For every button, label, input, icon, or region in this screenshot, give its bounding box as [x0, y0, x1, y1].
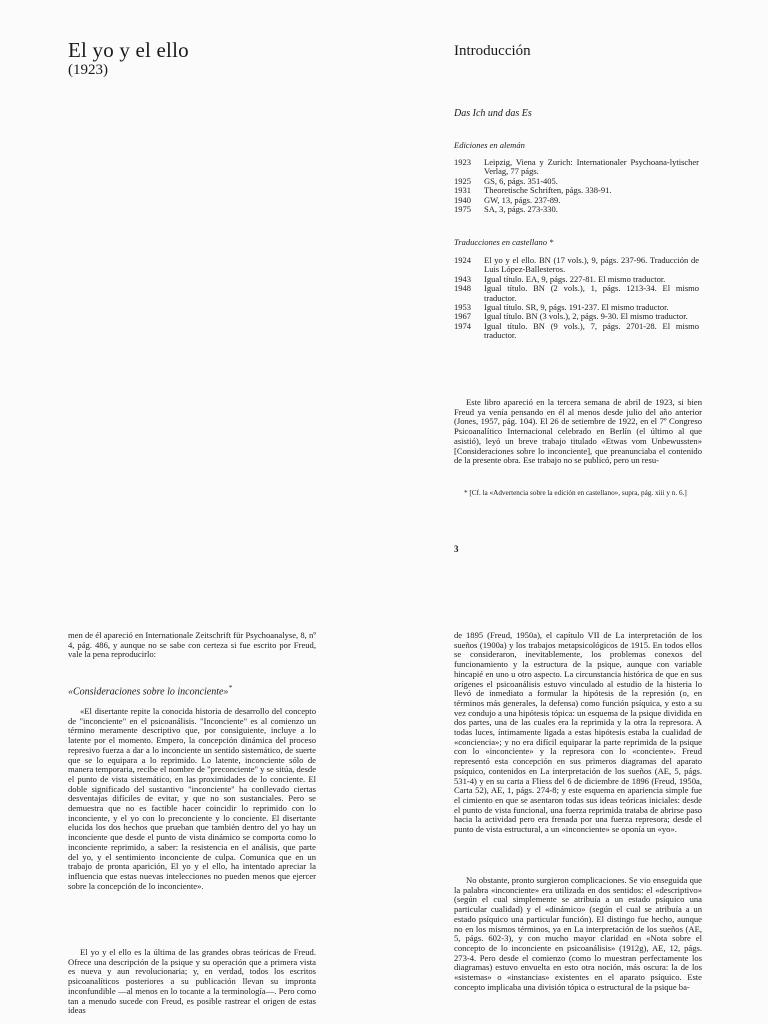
paragraph: No obstante, pronto surgieron complicaciones. Se vio enseguida que la palabra «inconciente» era utilizada en dos sentidos: el «descriptivo» (según el cual simplemente se atribuía a un estado psíquico una particular cualidad) y el «dinámico» (según el cual se atribuía a un estado psíquico una particular función). El distingo fue hecho, aunque no en los mismos términos, ya en La interpretación de los sueños (AE, 5, págs. 602-3), y con mucho mayor claridad en «Nota sobre el concepto de lo inconciente en psicoanálisis» (1912g), AE, 12, págs. 273-4. Pero desde el comienzo (como lo muestran perfectamente los diagramas) estuvo envuelta en esto otra noción, más oscura: la de los «sistemas» o «instancias» existentes en el aparato psíquico. Este concepto implicaba una división tópica o estructural de la psique ba-: [454, 875, 702, 992]
translation-row: 1948 Igual título. BN (2 vols.), 1, págs. 1213-34. El mismo traductor.: [454, 283, 699, 303]
intro-paragraph: Este libro apareció en la tercera semana de abril de 1923, si bien Freud ya venía pensando en él al menos desde julio del año anterior (Jones, 1957, pág. 104). El 26 de setiembre de 1922, en el 7º Congreso Psicoanalítico Internacional celebrado en Berlín (el último al que asistió), leyó un breve trabajo titulado «Etwas vom Unbewussten» [Consideraciones sobre lo inconciente], que preanunciaba el contenido de la presente obra. Ese trabajo no se publicó, pero un resu-: [454, 397, 702, 466]
edition-row: 1940 GW, 13, págs. 237-89.: [454, 194, 561, 205]
translation-row: 1924 El yo y el ello. BN (17 vols.), 9, págs. 237-96. Traducción de Luis López-Ballesteros.: [454, 255, 699, 275]
editions-list: [454, 158, 699, 214]
paragraph-continued: men de él apareció en Internationale Zeitschrift für Psychoanalyse, 8, nº 4, pág. 486, y aunque no se sabe con certeza si fue escrito por Freud, vale la pena reproducirlo:: [68, 630, 316, 660]
quoted-summary: «El disertante repite la conocida historia de desarrollo del concepto de "inconciente" en el psicoanálisis. "Inconciente" es al comienzo un término meramente descriptivo que, por consiguiente, incluye a lo latente por el momento. Empero, la concepción dinámica del proceso represivo fuerza a dar a lo inconciente un sentido sistemático, de suerte que se lo equipara a lo reprimido. Lo latente, inconciente sólo de manera temporaria, recibe el nombre de "preconciente" y se sitúa, desde el punto de vista sistemático, en las proximidades de lo conciente. El doble significado del sustantivo "inconciente" ha conllevado ciertas desventajas difíciles de evitar, y que no son sustanciales. Pero se demuestra que no es factible hacer coincidir lo reprimido con lo inconciente, y el yo con lo preconciente y lo conciente. El disertante elucida los dos hechos que prueban que también dentro del yo hay un inconciente que desde el punto de vista dinámico se comporta como lo inconciente reprimido, a saber: la resistencia en el análisis, que parte del yo, y el sentimiento inconciente de culpa. Comunica que en un trabajo de pronta aparición, El yo y el ello, ha intentado apreciar la influencia que estas nuevas intelecciones no pueden menos que ejercer sobre la concepción de lo inconciente».: [68, 706, 317, 891]
introduction-page: [384, 0, 768, 600]
editions-heading: Ediciones en alemán: [454, 140, 525, 150]
paragraph: El yo y el ello es la última de las grandes obras teóricas de Freud. Ofrece una descripción de la psique y su operación que a primera vista es nueva y aun revolucionaria; y, en verdad, todos los escritos psicoanalíticos posteriores a su publicación llevan su impronta inconfundible —al menos en lo tocante a la terminología—. Pero como tan a menudo sucede con Freud, es posible rastrear el origen de estas ideas: [68, 947, 316, 1016]
paragraph-continued: de 1895 (Freud, 1950a), el capítulo VII de La interpretación de los sueños (1900a) y los trabajos metapsicológicos de 1915. En todos ellos se consideraron, inevitablemente, los problemas conexos del funcionamiento y la estructura de la psique, aunque con variable hincapié en uno u otro aspecto. La circunstancia histórica de que en sus orígenes el psicoanálisis estuvo vinculado al estudio de la histeria lo llevó de inmediato a formular la hipótesis de la represión (o, en términos más generales, la defensa) como función psíquica, y esto a su vez condujo a una hipótesis tópica: un esquema de la psique dividida en dos partes, una de las cuales era la reprimida y la otra la represora. A todas luces, íntimamente ligada a estas hipótesis estaba la cualidad de «conciencia»; y no era difícil equiparar la parte reprimida de la psique con lo «inconciente» y la represora con lo «conciente». Freud representó esta concepción en sus primeros diagramas del aparato psíquico, contenidos en La interpretación de los sueños (AE, 5, págs. 531-4) y en su carta a Fliess del 6 de diciembre de 1896 (Freud, 1950a, Carta 52), AE, 1, págs. 274-8; y este esquema en apariencia simple fue el cimiento en que se asentaron todas sus ideas teóricas iniciales: desde el punto de vista funcional, una fuerza reprimida trataba de abrirse paso hacia la actividad pero era frenada por una fuerza represora; desde el punto de vista estructural, a un «inconciente» se oponía un «yo».: [454, 630, 702, 835]
edition-row: 1931 Theoretische Schriften, págs. 338-91.: [454, 185, 612, 196]
translation-row: 1967 Igual título. BN (3 vols.), 2, págs. 9-30. El mismo traductor.: [454, 311, 688, 322]
edition-row: 1923 Leipzig, Viena y Zurich: Internationaler Psychoana-lytischer Verlag, 77 págs.: [454, 157, 699, 177]
translation-row: 1953 Igual título. SR, 9, págs. 191-237. El mismo traductor.: [454, 302, 669, 313]
translations-list: [454, 256, 699, 341]
book-title: El yo y el ello: [68, 38, 189, 62]
edition-row: 1975 SA, 3, págs. 273-330.: [454, 204, 558, 215]
title-page: [0, 0, 384, 600]
original-title: Das Ich und das Es: [454, 108, 532, 119]
section-title: «Consideraciones sobre lo inconciente»*: [68, 684, 232, 698]
translations-heading: Traducciones en castellano *: [454, 237, 554, 247]
book-year: (1923): [68, 62, 108, 78]
introduction-heading: Introducción: [454, 43, 531, 59]
footnote: * [Cf. la «Advertencia sobre la edición en castellano», supra, pág. xiii y n. 6.]: [464, 489, 687, 497]
edition-row: 1925 GS, 6, págs. 351-405.: [454, 175, 558, 186]
translation-row: 1943 Igual título. EA, 9, págs. 227-81. El mismo traductor.: [454, 273, 666, 284]
page-right-bottom: [384, 600, 768, 1024]
page-left-bottom: [0, 600, 384, 1024]
page-number: 3: [454, 544, 459, 554]
translation-row: 1974 Igual título. BN (9 vols.), 7, págs. 2701-28. El mismo traductor.: [454, 320, 699, 341]
